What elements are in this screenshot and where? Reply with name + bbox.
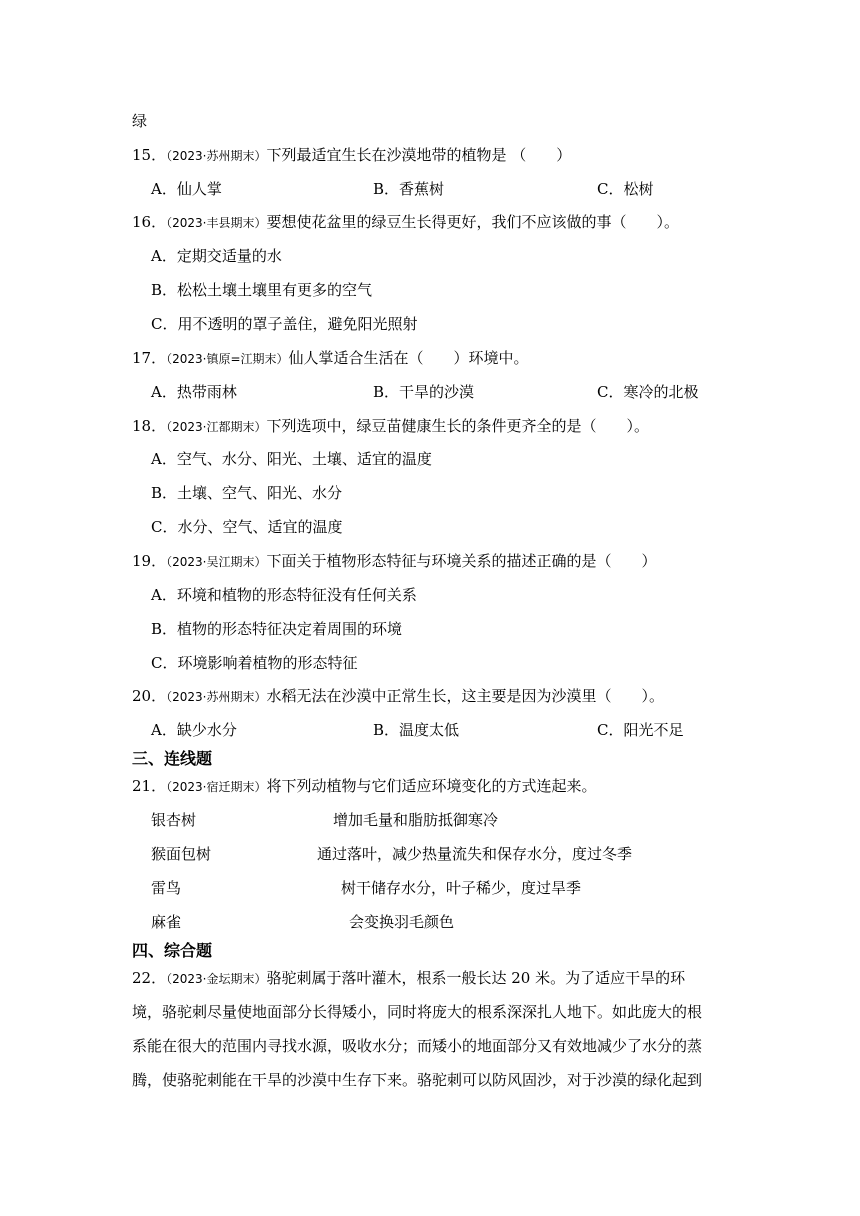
paragraph-line: 腾，使骆驼刺能在干旱的沙漠中生存下来。骆驼刺可以防风固沙，对于沙漠的绿化起到 — [132, 1071, 703, 1089]
question-21 — [132, 776, 596, 797]
option-c: C．环境影响着植物的形态特征 — [151, 654, 358, 672]
option-a: A．仙人掌 — [151, 180, 222, 198]
option-b: B．植物的形态特征决定着周围的环境 — [151, 620, 403, 638]
matching-left-item: 猴面包树 — [151, 845, 212, 863]
matching-right-item: 会变换羽毛颜色 — [349, 913, 455, 931]
matching-right-item: 增加毛量和脂肪抵御寒冷 — [333, 811, 499, 829]
question-number: 22． — [132, 969, 167, 987]
option-c: C．用不透明的罩子盖住，避免阳光照射 — [151, 315, 418, 333]
option-c: C．阳光不足 — [597, 721, 684, 739]
option-a: A．缺少水分 — [151, 721, 237, 739]
question-stem: 仙人掌适合生活在（ ）环境中。 — [288, 349, 529, 367]
question-number: 19． — [132, 552, 167, 570]
matching-left-item: 雷鸟 — [151, 879, 182, 897]
section-heading-comprehensive: 四、综合题 — [132, 941, 213, 960]
option-b: B．松松土壤土壤里有更多的空气 — [151, 281, 373, 299]
question-number: 16． — [132, 213, 167, 231]
option-c: C．水分、空气、适宜的温度 — [151, 518, 343, 536]
option-b: B．土壤、空气、阳光、水分 — [151, 484, 343, 502]
question-number: 20． — [132, 687, 167, 705]
question-number: 17． — [132, 349, 167, 367]
question-source: （2023·苏州期末） — [166, 690, 267, 704]
question-number: 21． — [132, 777, 167, 795]
option-a: A．空气、水分、阳光、土壤、适宜的温度 — [151, 450, 432, 468]
question-stem: 水稻无法在沙漠中正常生长，这主要是因为沙漠里（ ）。 — [266, 687, 664, 705]
question-stem: 下列选项中，绿豆苗健康生长的条件更齐全的是（ ）。 — [266, 417, 649, 435]
question-source: （2023·丰县期末） — [166, 216, 267, 230]
question-stem: 将下列动植物与它们适应环境变化的方式连起来。 — [266, 777, 597, 795]
section-heading-matching: 三、连线题 — [132, 749, 213, 768]
question-number: 18． — [132, 417, 167, 435]
question-source: （2023·苏州期末） — [166, 149, 267, 163]
option-a: A．热带雨林 — [151, 383, 237, 401]
question-15 — [132, 145, 571, 166]
question-20 — [132, 686, 664, 707]
question-number: 15． — [132, 146, 167, 164]
option-c: C．寒冷的北极 — [597, 383, 699, 401]
option-c: C．松树 — [597, 180, 654, 198]
matching-right-item: 树干储存水分，叶子稀少，度过旱季 — [341, 879, 582, 897]
question-source: （2023·吴江期末） — [166, 555, 267, 569]
question-stem: 下面关于植物形态特征与环境关系的描述正确的是（ ） — [266, 552, 657, 570]
option-b: B．温度太低 — [373, 721, 460, 739]
option-a: A．环境和植物的形态特征没有任何关系 — [151, 586, 417, 604]
paragraph-line: 境，骆驼刺尽量使地面部分长得矮小，同时将庞大的根系深深扎人地下。如此庞大的根 — [132, 1003, 703, 1021]
option-b: B．干旱的沙漠 — [373, 383, 475, 401]
question-source: （2023·镇原=江期末） — [166, 352, 289, 366]
matching-left-item: 麻雀 — [151, 913, 182, 931]
question-stem: 要想使花盆里的绿豆生长得更好，我们不应该做的事（ ）。 — [266, 213, 679, 231]
question-16 — [132, 212, 679, 233]
question-17 — [132, 348, 529, 369]
question-source: （2023·宿迁期末） — [166, 780, 267, 794]
paragraph-line: 骆驼刺属于落叶灌木，根系一般长达 20 米。为了适应干旱的环 — [266, 969, 686, 987]
continued-text-fragment: 绿 — [132, 112, 148, 130]
option-b: B．香蕉树 — [373, 180, 445, 198]
question-source: （2023·金坛期末） — [166, 972, 267, 986]
matching-left-item: 银杏树 — [151, 811, 197, 829]
paragraph-line: 系能在很大的范围内寻找水源，吸收水分；而矮小的地面部分又有效地减少了水分的蒸 — [132, 1037, 703, 1055]
question-stem: 下列最适宜生长在沙漠地带的植物是 （ ） — [266, 146, 572, 164]
question-source: （2023·江都期末） — [166, 420, 267, 434]
option-a: A．定期交适量的水 — [151, 247, 282, 265]
question-18 — [132, 416, 649, 437]
question-19 — [132, 551, 656, 572]
question-22 — [132, 968, 685, 989]
matching-right-item: 通过落叶，减少热量流失和保存水分，度过冬季 — [317, 845, 633, 863]
